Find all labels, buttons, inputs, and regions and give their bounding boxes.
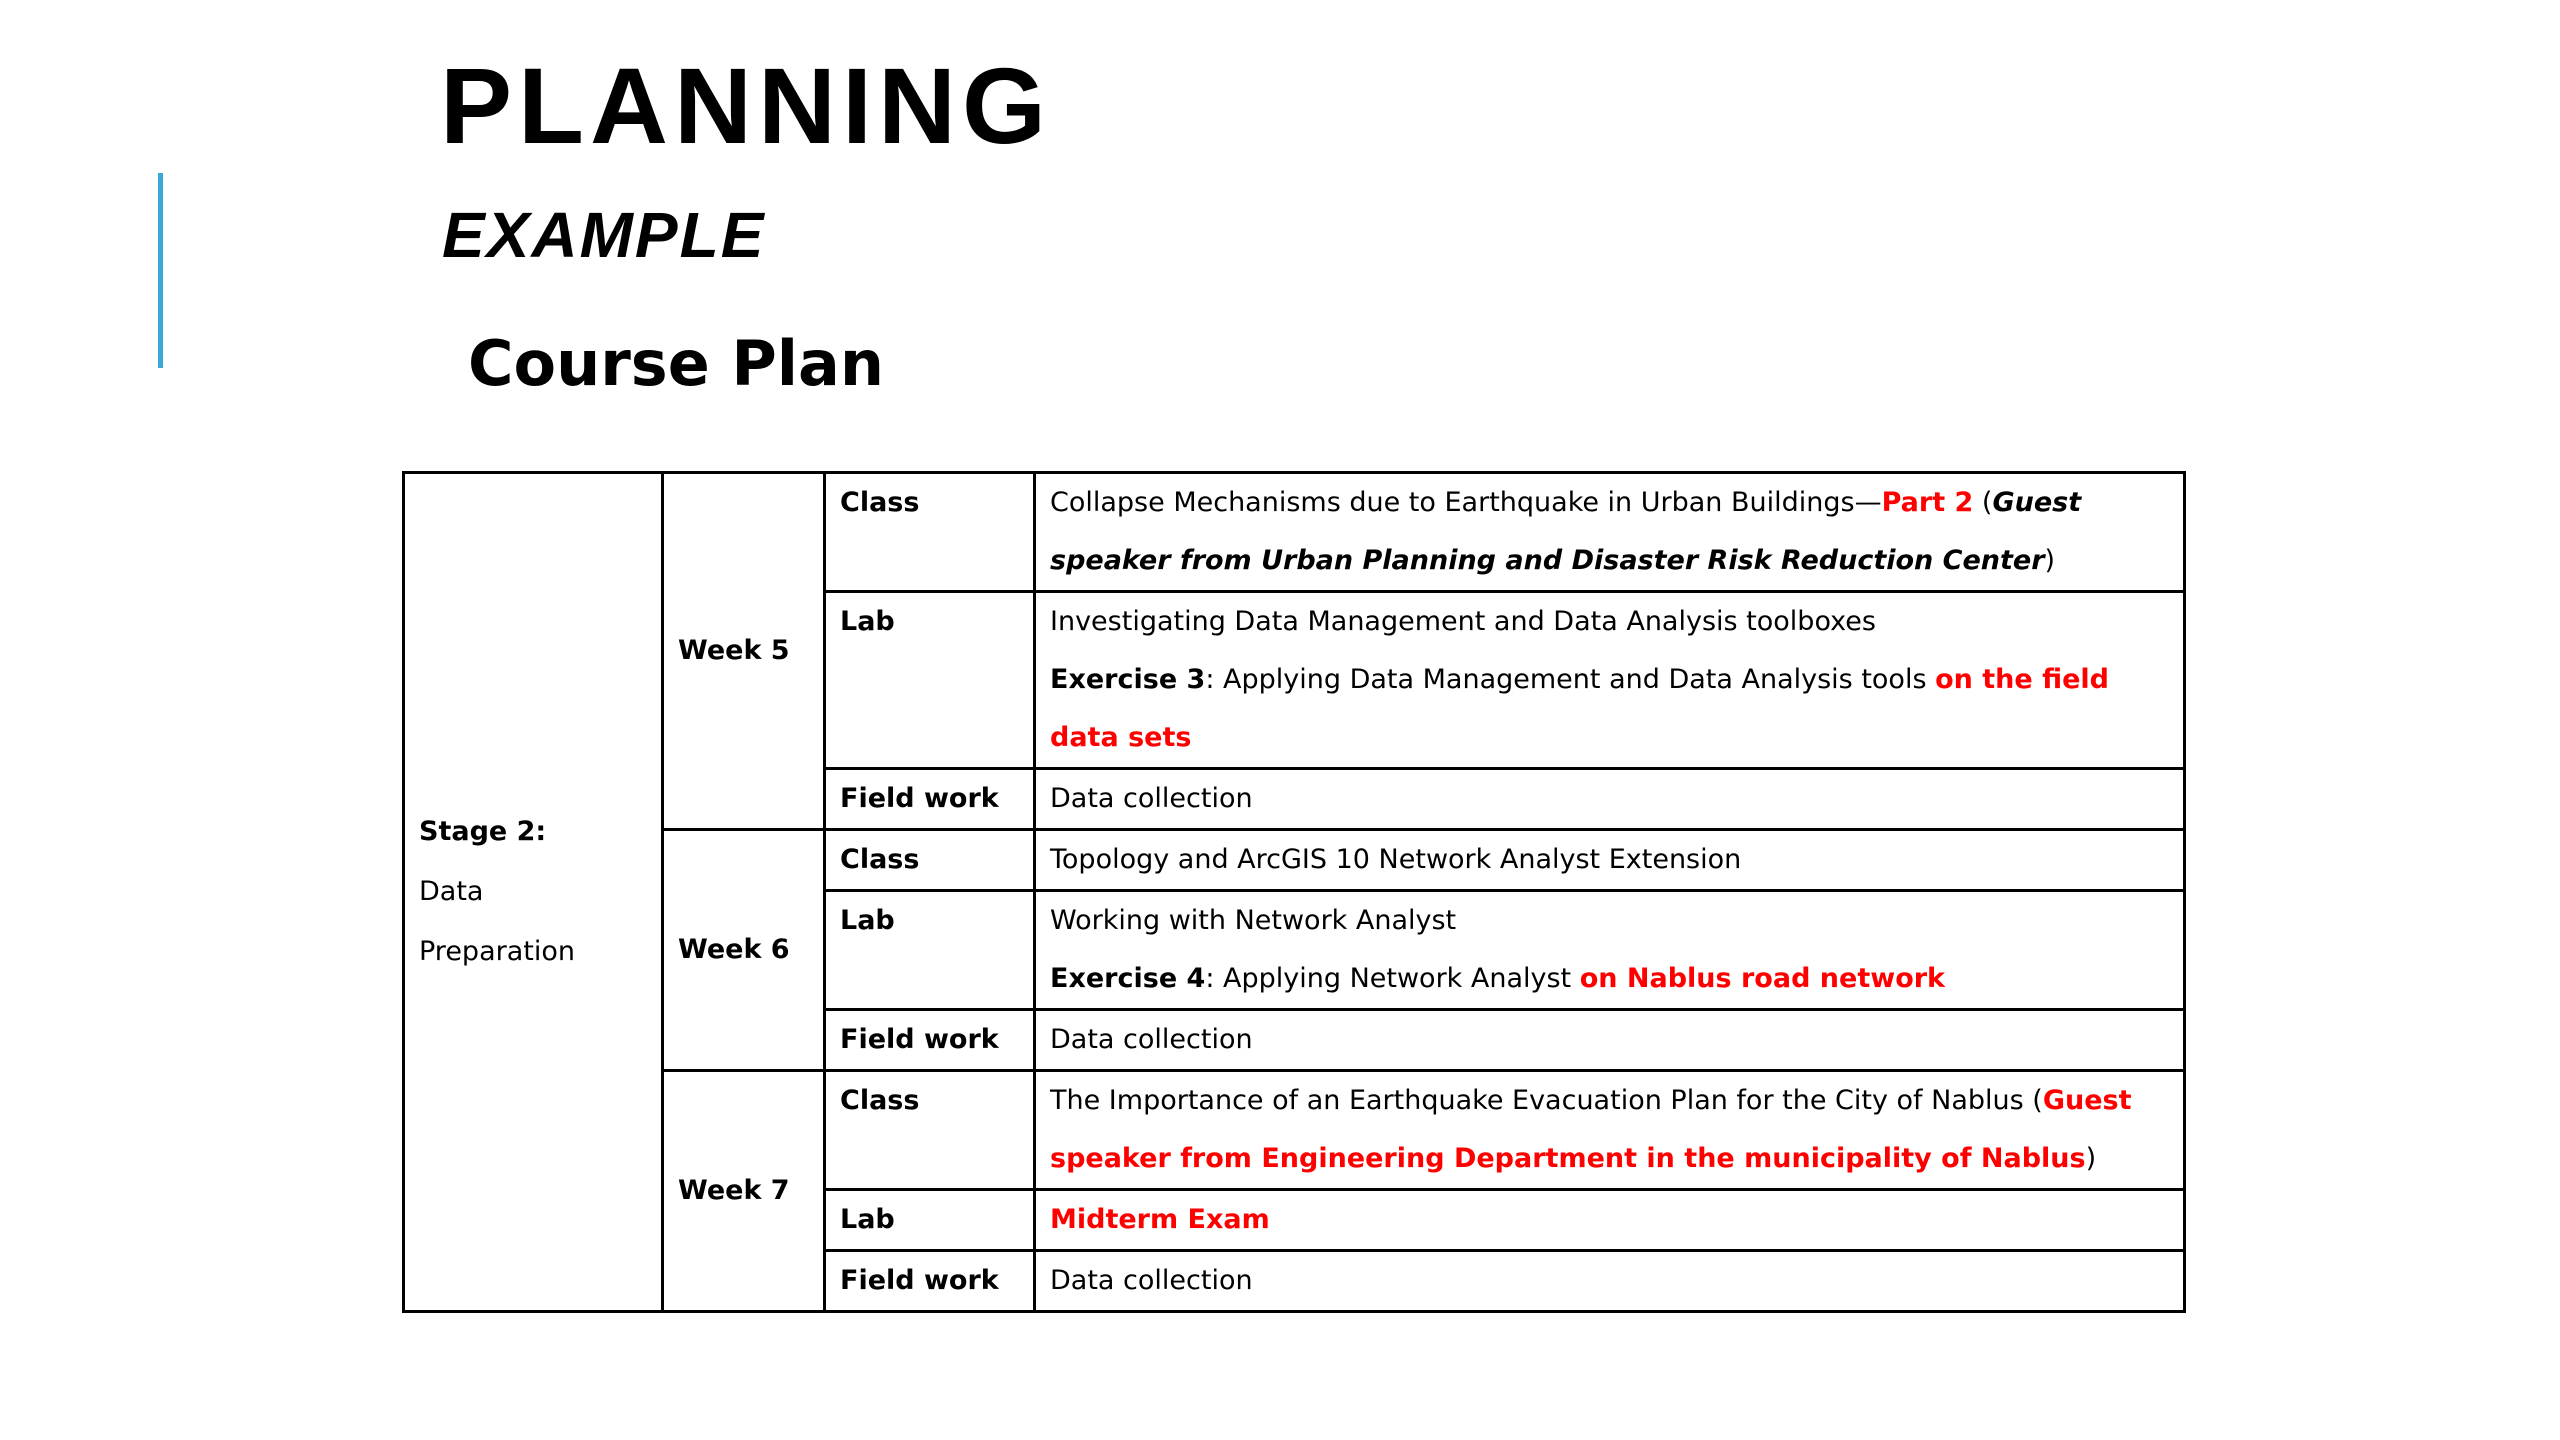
session-type-cell: Field work xyxy=(825,1251,1035,1312)
session-text: Working with Network Analyst xyxy=(1050,905,1457,936)
session-highlight: on the field data sets xyxy=(1050,664,2110,753)
session-type-cell: Lab xyxy=(825,592,1035,769)
session-type-cell: Class xyxy=(825,1071,1035,1190)
exercise-label: Exercise 4 xyxy=(1050,963,1206,994)
table-row xyxy=(404,473,2185,592)
session-content-cell: Midterm Exam xyxy=(1035,1190,2185,1251)
session-content-cell: Data collection xyxy=(1035,1251,2185,1312)
session-text: The Importance of an Earthquake Evacuation Plan for the City of Nablus ( xyxy=(1050,1085,2043,1116)
session-type-cell: Class xyxy=(825,830,1035,891)
session-text: ) xyxy=(2085,1143,2097,1174)
session-content-cell xyxy=(1035,473,2185,592)
slide-title: PLANNING xyxy=(440,45,1052,166)
session-highlight: on Nablus road network xyxy=(1579,963,1946,994)
exercise-label: Exercise 3 xyxy=(1050,664,1206,695)
session-text: Investigating Data Management and Data Analysis toolboxes xyxy=(1050,606,1876,637)
week-cell: Week 6 xyxy=(663,830,825,1071)
session-type-cell: Lab xyxy=(825,891,1035,1010)
session-text: Collapse Mechanisms due to Earthquake in Urban Buildings— xyxy=(1050,487,1882,518)
session-content-cell: Topology and ArcGIS 10 Network Analyst Extension xyxy=(1035,830,2185,891)
session-text: ( xyxy=(1973,487,1993,518)
session-type-cell: Lab xyxy=(825,1190,1035,1251)
stage-label: Stage 2: xyxy=(419,816,547,847)
exercise-text: : Applying Network Analyst xyxy=(1205,963,1580,994)
session-type-cell: Field work xyxy=(825,1010,1035,1071)
session-highlight: Guest speaker from Engineering Department in the municipality of Nablus xyxy=(1050,1085,2132,1174)
session-highlight: Part 2 xyxy=(1881,487,1974,518)
course-plan-table xyxy=(402,471,2186,1313)
session-content-cell: Data collection xyxy=(1035,1010,2185,1071)
table-row xyxy=(404,1071,2185,1190)
session-content-cell: Data collection xyxy=(1035,769,2185,830)
session-content-cell xyxy=(1035,891,2185,1010)
session-guest-note: Guest speaker from Urban Planning and Disaster Risk Reduction Center xyxy=(1050,487,2082,576)
stage-name: Data Preparation xyxy=(419,876,575,967)
session-type-cell: Field work xyxy=(825,769,1035,830)
week-cell: Week 7 xyxy=(663,1071,825,1312)
session-text: ) xyxy=(2044,545,2056,576)
course-plan-heading: Course Plan xyxy=(468,327,885,400)
accent-bar xyxy=(158,173,163,368)
session-type-cell: Class xyxy=(825,473,1035,592)
exercise-text: : Applying Data Management and Data Analysis tools xyxy=(1205,664,1936,695)
session-content-cell xyxy=(1035,592,2185,769)
session-content-cell xyxy=(1035,1071,2185,1190)
table-row xyxy=(404,830,2185,891)
stage-cell xyxy=(404,473,663,1312)
slide-subtitle: EXAMPLE xyxy=(442,199,766,271)
week-cell: Week 5 xyxy=(663,473,825,830)
